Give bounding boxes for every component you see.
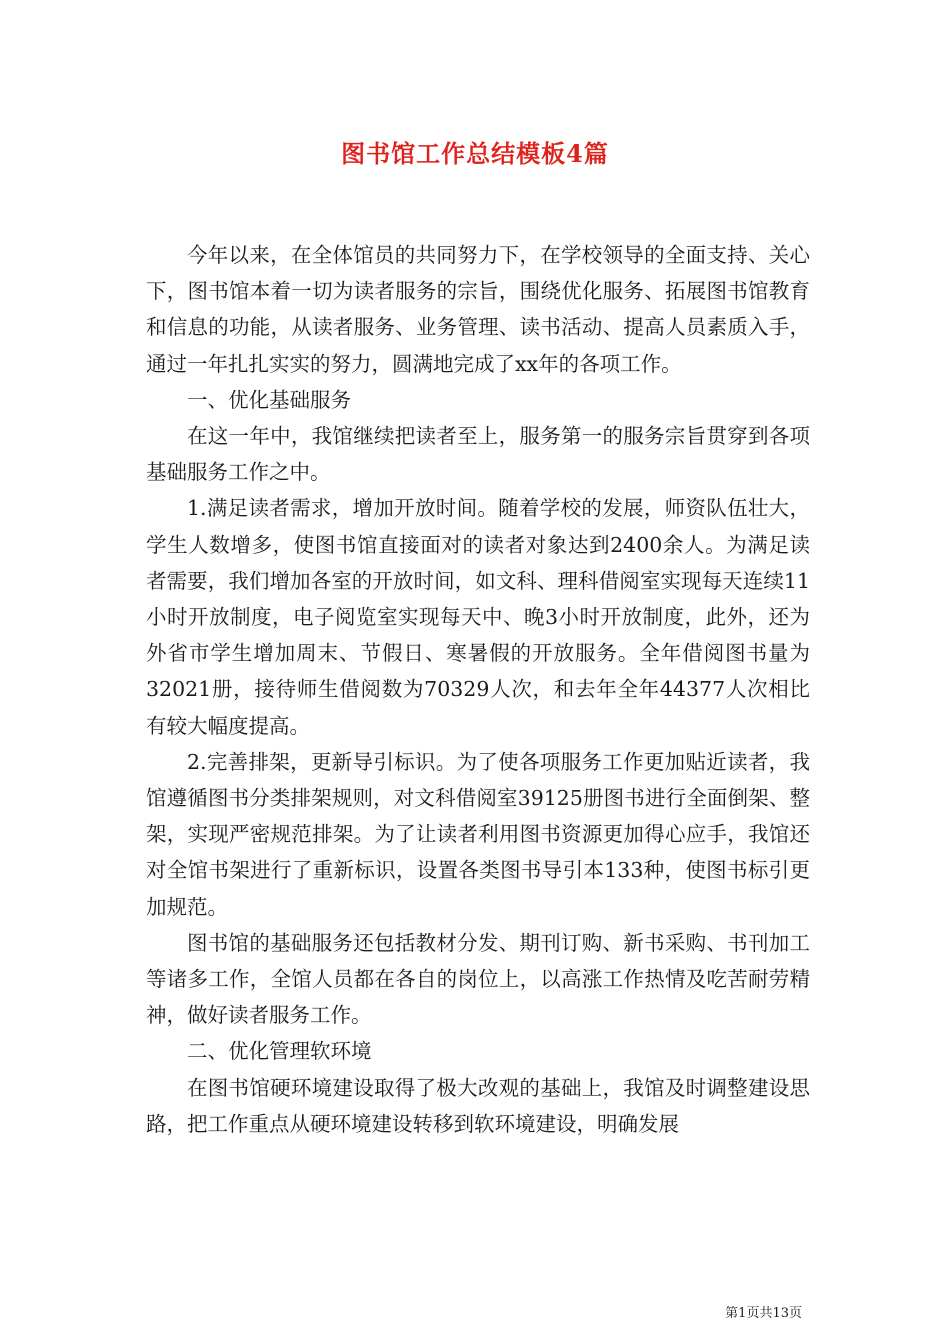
paragraph: 在图书馆硬环境建设取得了极大改观的基础上，我馆及时调整建设思路，把工作重点从硬环境建设转移到软环境建设，明确发展 — [146, 1075, 810, 1136]
section-heading-1: 一、优化基础服务 — [187, 387, 351, 412]
document-body — [146, 237, 810, 1142]
paragraph-intro: 今年以来，在全体馆员的共同努力下，在学校领导的全面支持、关心下，图书馆本着一切为读者服务的宗旨，围绕优化服务、拓展图书馆教育和信息的功能，从读者服务、业务管理、读书活动、提高人员素质入手，通过一年扎扎实实的努力，圆满地完成了xx年的各项工作。 — [146, 243, 810, 376]
paragraph: 图书馆的基础服务还包括教材分发、期刊订购、新书采购、书刊加工等诸多工作，全馆人员都在各自的岗位上，以高涨工作热情及吃苦耐劳精神，做好读者服务工作。 — [146, 930, 810, 1028]
section-heading-2: 二、优化管理软环境 — [187, 1039, 372, 1064]
paragraph: 在这一年中，我馆继续把读者至上，服务第一的服务宗旨贯穿到各项基础服务工作之中。 — [146, 424, 810, 485]
paragraph: 2.完善排架，更新导引标识。为了使各项服务工作更加贴近读者，我馆遵循图书分类排架规则，对文科借阅室39125册图书进行全面倒架、整架，实现严密规范排架。为了让读者利用图书资源更加得心应手，我馆还对全馆书架进行了重新标识，设置各类图书导引本133种，使图书标引更加规范。 — [146, 749, 810, 919]
paragraph: 1.满足读者需求，增加开放时间。随着学校的发展，师资队伍壮大，学生人数增多，使图书馆直接面对的读者对象达到2400余人。为满足读者需要，我们增加各室的开放时间，如文科、理科借阅室实现每天连续11小时开放制度，电子阅览室实现每天中、晚3小时开放制度，此外，还为外省市学生增加周末、节假日、寒暑假的开放服务。全年借阅图书量为32021册，接待师生借阅数为70329人次，和去年全年44377人次相比有较大幅度提高。 — [146, 496, 810, 738]
page-number-footer: 第1页共13页 — [725, 1306, 802, 1321]
document-title: 图书馆工作总结模板4篇 — [341, 139, 609, 168]
